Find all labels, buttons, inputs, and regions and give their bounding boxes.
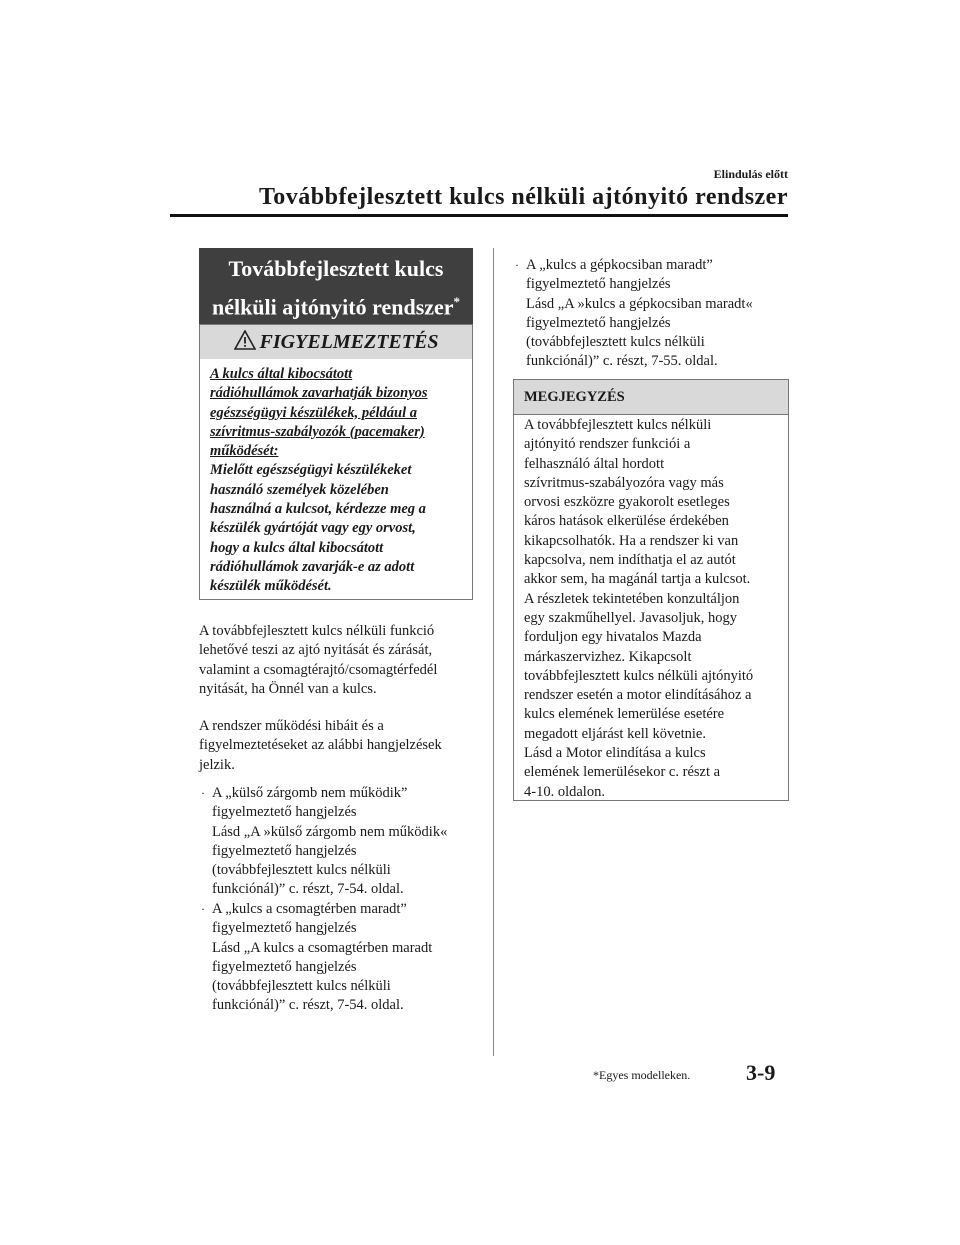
page-number: 3-9: [746, 1060, 776, 1085]
section-heading-line2: nélküli ajtónyitó rendszer: [211, 294, 454, 320]
text-line: A „külső zárgomb nem működik”: [212, 785, 408, 801]
warning-line: szívritmus-szabályozók (pacemaker): [210, 423, 425, 440]
warning-line: hogy a kulcs által kibocsátott: [210, 539, 384, 556]
text-line: orvosi eszközre gyakorolt esetleges: [524, 494, 730, 511]
header-rule: [170, 214, 788, 217]
text-line: figyelmeztető hangjelzés: [212, 958, 357, 975]
paragraph: [199, 717, 479, 775]
text-line: Lásd „A »kulcs a gépkocsiban maradt«: [526, 295, 753, 312]
text-line: rendszer esetén a motor elindításához a: [524, 687, 752, 704]
text-line: valamint a csomagtérajtó/csomagtérfedél: [199, 661, 438, 678]
text-line: szívritmus-szabályozóra vagy más: [524, 474, 724, 491]
text-line: egy szakműhellyel. Javasoljuk, hogy: [524, 609, 738, 626]
text-line: A „kulcs a csomagtérben maradt”: [212, 901, 407, 917]
text-line: (továbbfejlesztett kulcs nélküli: [212, 978, 391, 995]
text-line: figyelmeztető hangjelzés: [212, 920, 357, 937]
header-section-label: Elindulás előtt: [713, 167, 788, 181]
text-line: nyitását, ha Önnél van a kulcs.: [199, 680, 377, 697]
text-line: figyelmeztető hangjelzés: [212, 804, 357, 821]
text-line: forduljon egy hivatalos Mazda: [524, 629, 702, 646]
warning-line: Mielőtt egészségügyi készülékeket: [210, 462, 412, 479]
text-line: 4-10. oldalon.: [524, 783, 605, 800]
warning-line: készülék működését.: [210, 578, 332, 595]
paragraph: [199, 622, 479, 699]
text-line: funkciónál)” c. részt, 7-54. oldal.: [212, 881, 404, 898]
section-heading: [199, 248, 473, 324]
warning-line: rádióhullámok zavarhatják bizonyos: [210, 385, 428, 402]
text-line: akkor sem, ha magánál tartja a kulcsot.: [524, 571, 751, 588]
warning-line: készülék gyártóját vagy egy orvost,: [210, 520, 416, 537]
warning-line: használó személyek közelében: [210, 481, 389, 498]
column-divider: [493, 248, 494, 1056]
text-line: ajtónyitó rendszer funkciói a: [524, 436, 691, 453]
text-line: A továbbfejlesztett kulcs nélküli: [524, 417, 712, 433]
warning-triangle-icon: [234, 330, 256, 355]
header-title: Továbbfejlesztett kulcs nélküli ajtónyitó rendszer: [259, 184, 788, 210]
text-line: funkciónál)” c. részt, 7-54. oldal.: [212, 997, 404, 1014]
warning-line: használná a kulcsot, kérdezze meg a: [210, 501, 426, 518]
warning-box: [199, 324, 473, 600]
text-line: lehetővé teszi az ajtó nyitását és zárását,: [199, 642, 433, 659]
bullet-dot: ·: [515, 258, 519, 272]
warning-header: [200, 325, 472, 359]
text-line: Lásd „A kulcs a csomagtérben maradt: [212, 939, 433, 956]
bullet-item: [201, 784, 448, 900]
text-line: A rendszer működési hibáit és a: [199, 718, 384, 734]
text-line: felhasználó által hordott: [524, 455, 665, 472]
text-line: (továbbfejlesztett kulcs nélküli: [526, 334, 705, 351]
text-line: továbbfejlesztett kulcs nélküli ajtónyitó: [524, 667, 754, 684]
text-line: (továbbfejlesztett kulcs nélküli: [212, 862, 391, 879]
text-line: funkciónál)” c. részt, 7-55. oldal.: [526, 353, 718, 370]
warning-line: A kulcs által kibocsátott: [210, 366, 353, 382]
text-line: A „kulcs a gépkocsiban maradt”: [526, 257, 713, 273]
text-line: káros hatások elkerülése érdekében: [524, 513, 729, 530]
footer-note: *Egyes modelleken.: [593, 1068, 691, 1082]
text-line: jelzik.: [199, 756, 235, 773]
bullet-item: [201, 900, 433, 1016]
section-heading-line2-wrap: [199, 285, 473, 323]
warning-line: működését:: [210, 443, 279, 460]
text-line: figyelmeztetéseket az alábbi hangjelzések: [199, 737, 442, 754]
text-line: márkaszervizhez. Kikapcsolt: [524, 648, 692, 665]
text-line: figyelmeztető hangjelzés: [526, 314, 671, 331]
text-line: figyelmeztető hangjelzés: [212, 842, 357, 859]
text-line: kikapcsolhatók. Ha a rendszer ki van: [524, 532, 739, 549]
text-line: elemének lemerülésekor c. részt a: [524, 764, 721, 781]
text-line: A részletek tekintetében konzultáljon: [524, 590, 740, 607]
text-line: Lásd a Motor elindítása a kulcs: [524, 745, 706, 762]
warning-title: FIGYELMEZTETÉS: [259, 330, 439, 353]
note-text: [524, 416, 782, 802]
warning-line: egészségügyi készülékek, például a: [210, 404, 418, 421]
note-title: MEGJEGYZÉS: [514, 380, 788, 415]
text-line: kapcsolva, nem indíthatja el az autót: [524, 552, 736, 569]
bullet-item: [515, 256, 753, 372]
warning-text: [210, 365, 464, 597]
text-line: megadott eljárást kell követnie.: [524, 725, 706, 742]
text-line: A továbbfejlesztett kulcs nélküli funkció: [199, 623, 435, 639]
section-heading-line1: Továbbfejlesztett kulcs: [228, 256, 444, 281]
bullet-dot: ·: [201, 902, 205, 916]
note-box: [513, 379, 789, 801]
text-line: figyelmeztető hangjelzés: [526, 276, 671, 293]
text-line: kulcs elemének lemerülése esetére: [524, 706, 725, 723]
asterisk-mark: *: [453, 294, 461, 309]
warning-line: rádióhullámok zavarják-e az adott: [210, 558, 415, 575]
bullet-dot: ·: [201, 786, 205, 800]
text-line: Lásd „A »külső zárgomb nem működik«: [212, 823, 448, 840]
